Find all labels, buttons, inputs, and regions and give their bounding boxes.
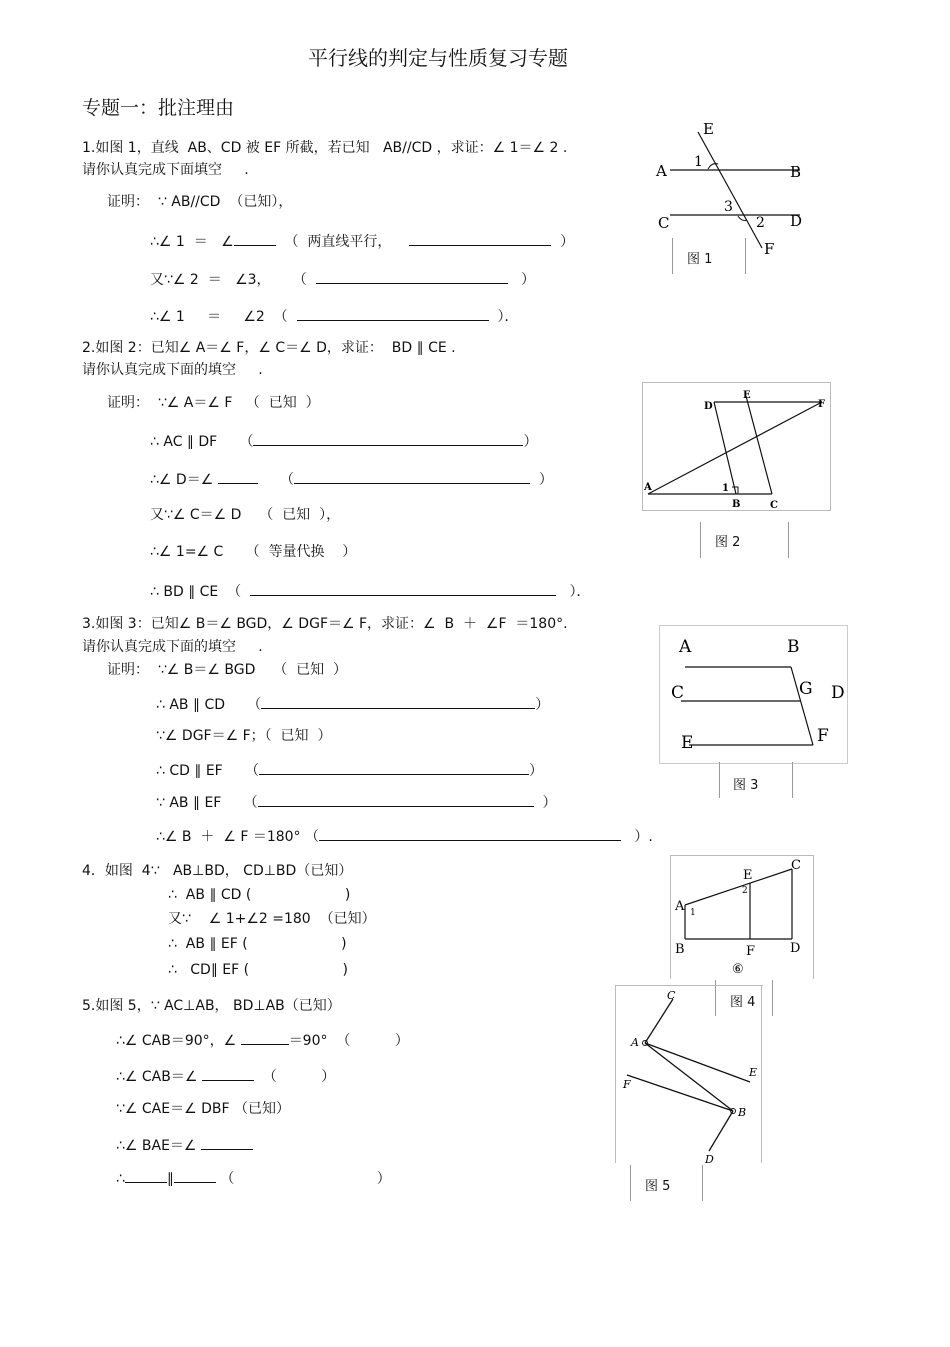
q5-stem: 5.如图 5，∵ AC⊥AB， BD⊥AB（已知） xyxy=(82,998,341,1014)
fig5-caption-rule-right xyxy=(702,1165,703,1201)
fig2-line-af xyxy=(648,402,822,494)
q5-blank-angle3[interactable] xyxy=(201,1137,253,1150)
fig5-line-fb xyxy=(627,1075,733,1111)
fig5-label-f: F xyxy=(623,1078,631,1091)
fig2-line-ec xyxy=(746,396,772,494)
figure-5 xyxy=(615,985,765,1165)
section-heading: 专题一：批注理由 xyxy=(82,97,235,119)
fig3-label-a: A xyxy=(679,637,692,657)
fig2-label-c: C xyxy=(770,500,778,511)
q5-line3: ∵∠ CAE＝∠ DBF （已知） xyxy=(116,1101,290,1117)
q1-blank-reason1[interactable] xyxy=(409,233,551,246)
q2-line1: 证明： ∵∠ A＝∠ F （ 已知 ） xyxy=(107,395,320,411)
fig4-label-d: D xyxy=(790,941,801,956)
fig4-label-a: A xyxy=(675,899,685,914)
fig2-label-b: B xyxy=(732,499,741,510)
q2-blank-reason1[interactable] xyxy=(253,433,523,446)
q4-stem: 4．如图 4∵ AB⊥BD， CD⊥BD（已知） xyxy=(82,863,353,879)
q3-blank-reason3[interactable] xyxy=(258,794,534,807)
fig4-label-e: E xyxy=(743,868,753,883)
q5-blank-angle1[interactable] xyxy=(241,1032,289,1045)
figure-5-caption: 图 5 xyxy=(645,1179,671,1194)
q5-line5: ∴ ∥ （ ） xyxy=(116,1171,391,1187)
q3-stem: 3.如图 3：已知∠ B＝∠ BGD，∠ DGF＝∠ F，求证：∠ B ＋ ∠F ＝180°. xyxy=(82,616,568,632)
fig2-label-1: 1 xyxy=(722,483,729,494)
q1-instruction: 请你认真完成下面填空 . xyxy=(82,162,249,178)
fig2-caption-rule-right xyxy=(788,522,789,558)
fig4-label-c: C xyxy=(791,858,801,873)
figure-3 xyxy=(659,625,849,765)
q3-line2: ∴ AB ∥ CD （ ） xyxy=(156,697,550,713)
fig4-label-f: F xyxy=(746,944,756,959)
fig5-line-ae xyxy=(645,1043,750,1082)
q2-line6: ∴ BD ∥ CE （ ）． xyxy=(150,584,591,600)
q5-blank-angle2[interactable] xyxy=(202,1068,254,1081)
fig4-label-six: ⑥ xyxy=(732,962,744,977)
fig4-caption-rule-right xyxy=(772,980,773,1016)
fig1-label-b: B xyxy=(790,163,802,181)
q2-blank-reason2[interactable] xyxy=(294,471,530,484)
q3-line1: 证明： ∵∠ B＝∠ BGD （ 已知 ） xyxy=(107,662,348,678)
fig3-label-e: E xyxy=(681,733,694,753)
q2-line2: ∴ AC ∥ DF （ ） xyxy=(150,434,538,450)
fig5-caption-rule-left xyxy=(630,1165,631,1201)
q1-blank-reason2[interactable] xyxy=(316,271,508,284)
q3-blank-reason2[interactable] xyxy=(259,762,529,775)
fig1-label-c: C xyxy=(658,214,670,232)
q3-line4: ∴ CD ∥ EF （ ） xyxy=(156,763,543,779)
q3-line3: ∵∠ DGF＝∠ F；（ 已知 ） xyxy=(156,728,332,744)
figure-1-caption: 图 1 xyxy=(687,252,713,267)
fig1-label-d: D xyxy=(790,212,803,230)
q1-stem: 1.如图 1，直线 AB、CD 被 EF 所截，若已知 AB//CD ，求证：∠ 1＝∠ 2 . xyxy=(82,140,568,156)
fig4-label-2: 2 xyxy=(742,886,748,896)
figure-4-caption: 图 4 xyxy=(730,995,756,1010)
q2-line4: 又∵∠ C＝∠ D （ 已知 ）， xyxy=(150,507,341,523)
fig2-caption-rule-left xyxy=(700,522,701,558)
fig1-caption-rule-left xyxy=(672,238,673,274)
fig5-label-a: A xyxy=(631,1036,639,1049)
fig3-caption-rule-right xyxy=(792,762,793,798)
figure-4 xyxy=(670,855,815,980)
fig2-label-a: A xyxy=(644,482,652,493)
q5-blank-line1[interactable] xyxy=(125,1170,167,1183)
fig1-label-e: E xyxy=(703,120,714,138)
fig3-label-g: G xyxy=(799,679,813,699)
fig3-caption-rule-left xyxy=(719,762,720,798)
fig3-label-b: B xyxy=(787,637,800,657)
q1-blank-reason3[interactable] xyxy=(297,308,489,321)
fig3-label-f: F xyxy=(817,726,829,746)
fig1-label-2: 2 xyxy=(756,215,765,231)
q2-blank-reason3[interactable] xyxy=(250,583,556,596)
fig2-label-e: E xyxy=(743,390,751,401)
fig3-label-c: C xyxy=(671,683,685,703)
fig5-label-b: B xyxy=(738,1106,747,1119)
fig4-label-b: B xyxy=(675,942,685,957)
q1-blank-angle[interactable] xyxy=(234,233,276,246)
fig3-label-d: D xyxy=(831,683,845,703)
q4-line2: 又∵ ∠ 1+∠2 =180 （已知） xyxy=(168,911,376,927)
q2-instruction: 请你认真完成下面的填空 . xyxy=(82,362,263,378)
q3-blank-reason1[interactable] xyxy=(261,696,535,709)
q4-line1: ∴ AB ∥ CD ( ) xyxy=(168,887,351,903)
fig4-line-ac xyxy=(685,869,792,905)
q4-line3: ∴ AB ∥ EF ( ) xyxy=(168,936,347,952)
fig5-line-ac xyxy=(645,999,673,1043)
fig1-label-1: 1 xyxy=(694,154,703,170)
q5-line2: ∴∠ CAB＝∠ （ ） xyxy=(116,1069,336,1085)
q4-line4: ∴ CD∥ EF ( ) xyxy=(168,962,349,978)
q2-blank-angle[interactable] xyxy=(218,471,258,484)
q3-line5: ∵ AB ∥ EF （ ） xyxy=(156,795,557,811)
fig4-label-1: 1 xyxy=(690,908,696,918)
fig1-label-a: A xyxy=(656,162,667,180)
q1-line2: ∴∠ 1 ＝ ∠ （ 两直线平行， ） xyxy=(150,234,575,250)
fig5-label-e: E xyxy=(749,1066,758,1079)
fig5-line-ab xyxy=(645,1043,733,1111)
q5-blank-line2[interactable] xyxy=(174,1170,216,1183)
fig2-label-d: D xyxy=(704,401,713,412)
q1-line4: ∴∠ 1 ＝ ∠2 （ ）． xyxy=(150,309,519,325)
figure-2-caption: 图 2 xyxy=(715,535,741,550)
figure-3-caption: 图 3 xyxy=(733,778,759,793)
q2-stem: 2.如图 2：已知∠ A＝∠ F，∠ C＝∠ D，求证： BD ∥ CE . xyxy=(82,340,456,356)
fig2-line-db xyxy=(714,402,736,494)
figure-2 xyxy=(642,382,832,512)
fig1-line-ef xyxy=(698,132,762,248)
page-title: 平行线的判定与性质复习专题 xyxy=(308,46,568,70)
q3-instruction: 请你认真完成下面的填空 . xyxy=(82,639,263,655)
fig5-label-d: D xyxy=(705,1153,714,1165)
q5-line4: ∴∠ BAE＝∠ xyxy=(116,1137,253,1153)
q1-line1: 证明： ∵ AB//CD （已知）， xyxy=(107,194,293,210)
fig5-label-c: C xyxy=(667,989,676,1002)
fig1-label-f: F xyxy=(764,240,775,258)
fig1-label-3: 3 xyxy=(724,199,733,215)
q2-line3: ∴∠ D＝∠ （ ） xyxy=(150,472,553,488)
figure-1 xyxy=(650,120,820,260)
q1-line3: 又∵∠ 2 ＝ ∠3， （ ） xyxy=(150,272,536,288)
q3-line6: ∴∠ B ＋ ∠ F ＝180° （ ）. xyxy=(156,829,653,845)
fig5-line-bd xyxy=(709,1111,733,1151)
q5-line1: ∴∠ CAB＝90°，∠ ＝90° （ ） xyxy=(116,1033,409,1049)
fig1-caption-rule-right xyxy=(745,238,746,274)
q2-line5: ∴∠ 1=∠ C （ 等量代换 ） xyxy=(150,544,357,560)
fig2-label-f: F xyxy=(818,399,826,410)
q3-blank-reason4[interactable] xyxy=(319,828,621,841)
